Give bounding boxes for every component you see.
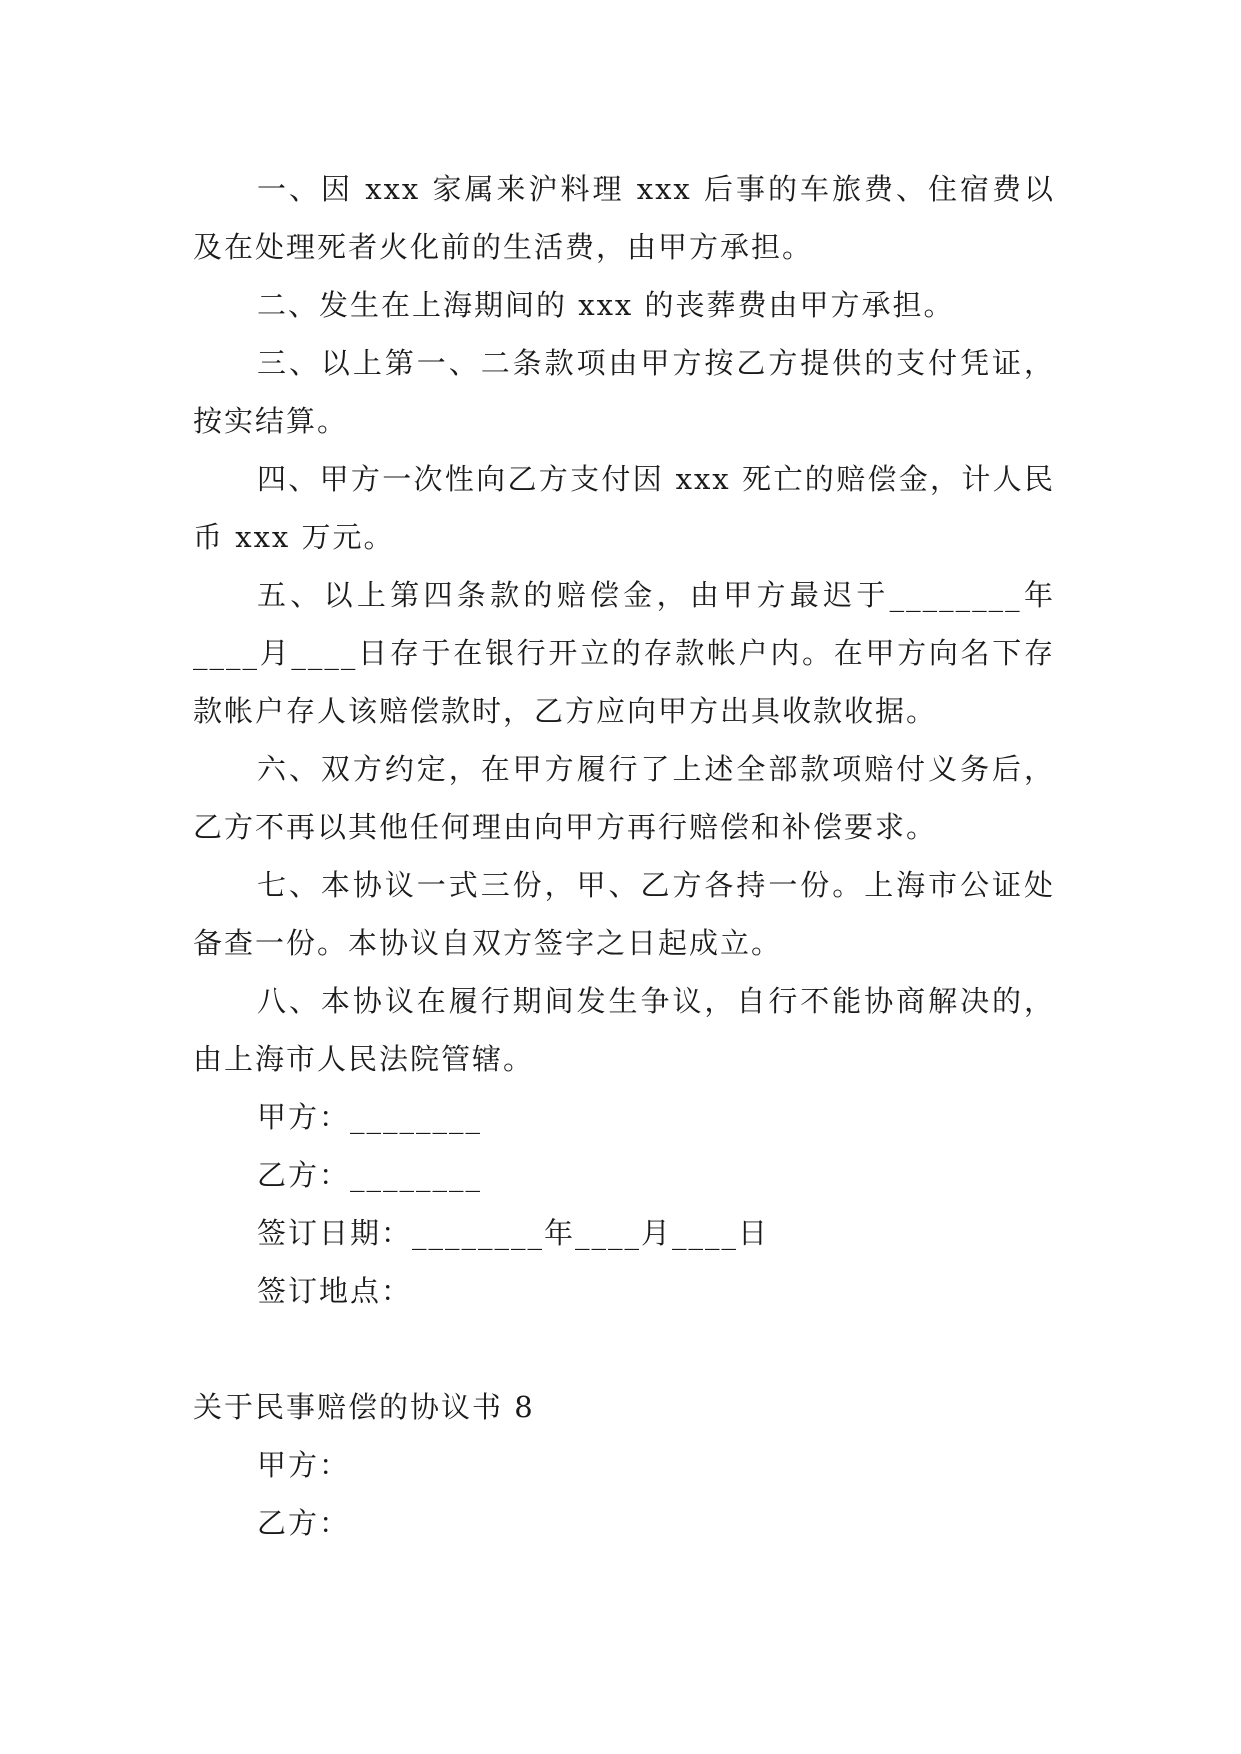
clause-1: 一、因 xxx 家属来沪料理 xxx 后事的车旅费、住宿费以及在处理死者火化前的生活费，由甲方承担。	[193, 172, 1055, 264]
clause-2: 二、发生在上海期间的 xxx 的丧葬费由甲方承担。	[257, 288, 955, 322]
section-title: 关于民事赔偿的协议书 8	[193, 1390, 535, 1424]
clause-3: 三、以上第一、二条款项由甲方按乙方提供的支付凭证，按实结算。	[193, 346, 1055, 438]
clause-6: 六、双方约定，在甲方履行了上述全部款项赔付义务后，乙方不再以其他任何理由向甲方再行赔偿和补偿要求。	[193, 752, 1055, 844]
clause-8: 八、本协议在履行期间发生争议，自行不能协商解决的，由上海市人民法院管辖。	[193, 984, 1055, 1076]
document-body	[193, 160, 1055, 1552]
next-party-a-line: 甲方：	[257, 1448, 351, 1482]
next-party-b-line: 乙方：	[257, 1506, 351, 1540]
party-b-signature-line: 乙方：________	[257, 1158, 483, 1192]
clause-5: 五、以上第四条款的赔偿金，由甲方最迟于________年____月____日存于在银行开立的存款帐户内。在甲方向名下存款帐户存人该赔偿款时，乙方应向甲方出具收款收据。	[193, 578, 1055, 728]
sign-place-line: 签订地点：	[257, 1274, 413, 1308]
clause-4: 四、甲方一次性向乙方支付因 xxx 死亡的赔偿金，计人民币 xxx 万元。	[193, 462, 1055, 554]
section-spacer	[193, 1320, 1055, 1378]
sign-date-line: 签订日期：________年____月____日	[257, 1216, 770, 1250]
clause-7: 七、本协议一式三份，甲、乙方各持一份。上海市公证处备查一份。本协议自双方签字之日起成立。	[193, 868, 1055, 960]
party-a-signature-line: 甲方：________	[257, 1100, 483, 1134]
